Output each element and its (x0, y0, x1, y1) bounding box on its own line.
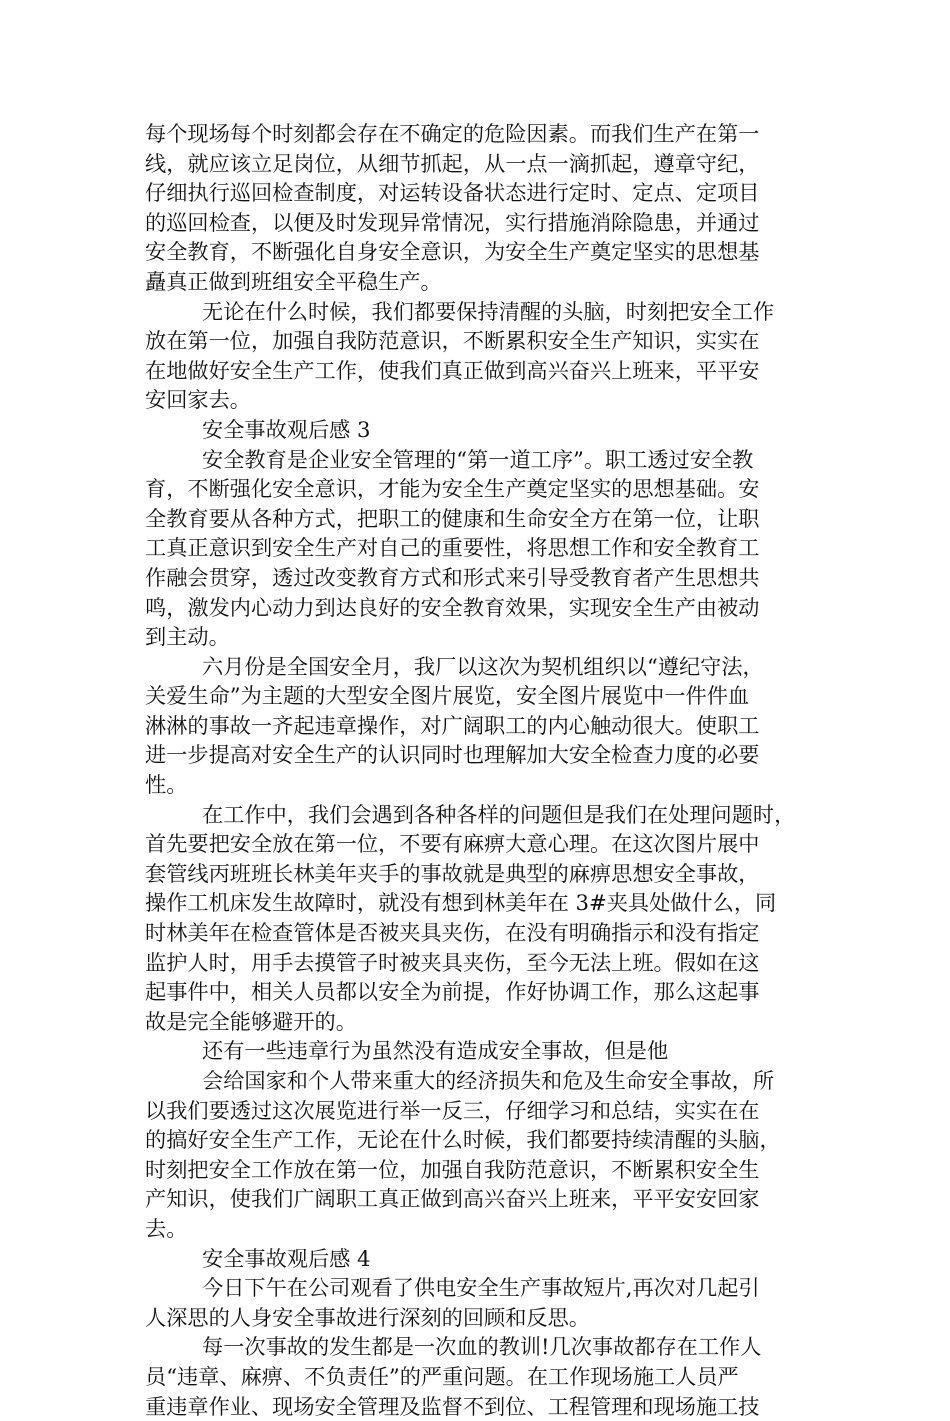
text-line: 今日下午在公司观看了供电安全生产事故短片,再次对几起引 (202, 1275, 760, 1301)
text-line: 进一步提高对安全生产的认识同时也理解加大安全检查力度的必要 (145, 742, 760, 768)
text-line: 会给国家和个人带来重大的经济损失和危及生命安全事故，所 (202, 1068, 775, 1093)
paragraph (145, 1273, 805, 1332)
text-line: 去。 (145, 1215, 188, 1241)
text-line: 起事件中，相关人员都以安全为前提，作好协调工作，那么这起事 (145, 979, 760, 1005)
text-line: 矗真正做到班组安全平稳生产。 (145, 268, 442, 294)
paragraph (145, 297, 805, 415)
text-line: 安全教育是企业安全管理的“第一道工序”。职工透过安全教 (202, 446, 754, 472)
paragraph (145, 652, 805, 800)
text-line: 监护人时，用手去摸管子时被夹具夹伤，至今无法上班。假如在这 (145, 949, 760, 975)
text-line: 首先要把安全放在第一位，不要有麻痹大意心理。在这次图片展中 (145, 831, 760, 857)
section-heading (145, 1244, 805, 1274)
text-line: 安全教育，不断强化自身安全意识，为安全生产奠定坚实的思想基 (145, 239, 760, 265)
paragraph (145, 445, 805, 652)
text-line: 全教育要从各种方式，把职工的健康和生命安全方在第一位，让职 (145, 505, 760, 531)
paragraph (145, 800, 805, 1037)
text-line: 线，就应该立足岗位，从细节抓起，从一点一滴抓起，遵章守纪， (145, 150, 760, 176)
text-line: 仔细执行巡回检查制度，对运转设备状态进行定时、定点、定项目 (145, 180, 760, 206)
text-line: 重违章作业、现场安全管理及监督不到位、工程管理和现场施工技 (145, 1393, 760, 1419)
text-line: 以我们要透过这次展览进行举一反三，仔细学习和总结，实实在在 (145, 1097, 760, 1123)
text-line: 鸣，激发内心动力到达良好的安全教育效果，实现安全生产由被动 (145, 594, 760, 620)
section-heading (145, 415, 805, 445)
text-line: 套管线丙班班长林美年夹手的事故就是典型的麻痹思想安全事故， (145, 860, 760, 886)
text-line: 人深思的人身安全事故进行深刻的回顾和反思。 (145, 1304, 590, 1330)
text-line: 的搞好安全生产工作，无论在什么时候，我们都要持续清醒的头脑， (145, 1127, 781, 1153)
text-line: 操作工机床发生故障时，就没有想到林美年在 3#夹具处做什么，同 (145, 890, 777, 916)
text-line: 在工作中，我们会遇到各种各样的问题但是我们在处理问题时， (202, 801, 796, 827)
text-line: 关爱生命”为主题的大型安全图片展览，安全图片展览中一件件血 (145, 683, 750, 709)
text-line: 故是完全能够避开的。 (145, 1008, 357, 1034)
paragraph (145, 119, 805, 297)
document-body (145, 119, 805, 1421)
text-line: 产知识，使我们广阔职工真正做到高兴奋兴上班来，平平安安回家 (145, 1186, 760, 1212)
text-line: 性。 (145, 772, 188, 798)
paragraph (145, 1332, 805, 1421)
heading-text: 安全事故观后感 3 (202, 416, 371, 442)
paragraph (145, 1066, 805, 1244)
heading-text: 安全事故观后感 4 (202, 1245, 371, 1271)
text-line: 每一次事故的发生都是一次血的教训!几次事故都存在工作人 (202, 1334, 762, 1360)
text-line: 淋淋的事故一齐起违章操作，对广阔职工的内心触动很大。使职工 (145, 712, 760, 738)
text-line: 工真正意识到安全生产对自己的重要性，将思想工作和安全教育工 (145, 535, 760, 561)
text-line: 放在第一位，加强自我防范意识，不断累积安全生产知识，实实在 (145, 328, 760, 354)
text-line: 还有一些违章行为虽然没有造成安全事故，但是他 (202, 1038, 669, 1064)
text-line: 时林美年在检查管体是否被夹具夹伤，在没有明确指示和没有指定 (145, 920, 760, 946)
text-line: 到主动。 (145, 624, 230, 650)
text-line: 六月份是全国安全月，我厂以这次为契机组织以“遵纪守法， (202, 653, 764, 679)
text-line: 在地做好安全生产工作，使我们真正做到高兴奋兴上班来，平平安 (145, 357, 760, 383)
text-line: 安回家去。 (145, 387, 251, 413)
text-line: 无论在什么时候，我们都要保持清醒的头脑，时刻把安全工作 (202, 298, 775, 324)
text-line: 时刻把安全工作放在第一位，加强自我防范意识，不断累积安全生 (145, 1156, 760, 1182)
text-line: 员“违章、麻痹、不负责任”的严重问题。在工作现场施工人员严 (145, 1363, 739, 1389)
text-line: 作融会贯穿，透过改变教育方式和形式来引导受教育者产生思想共 (145, 564, 760, 590)
paragraph (145, 1036, 805, 1066)
text-line: 的巡回检查，以便及时发现异常情况，实行措施消除隐患，并通过 (145, 209, 760, 235)
text-line: 每个现场每个时刻都会存在不确定的危险因素。而我们生产在第一 (145, 121, 760, 146)
text-line: 育，不断强化安全意识，才能为安全生产奠定坚实的思想基础。安 (145, 476, 760, 502)
